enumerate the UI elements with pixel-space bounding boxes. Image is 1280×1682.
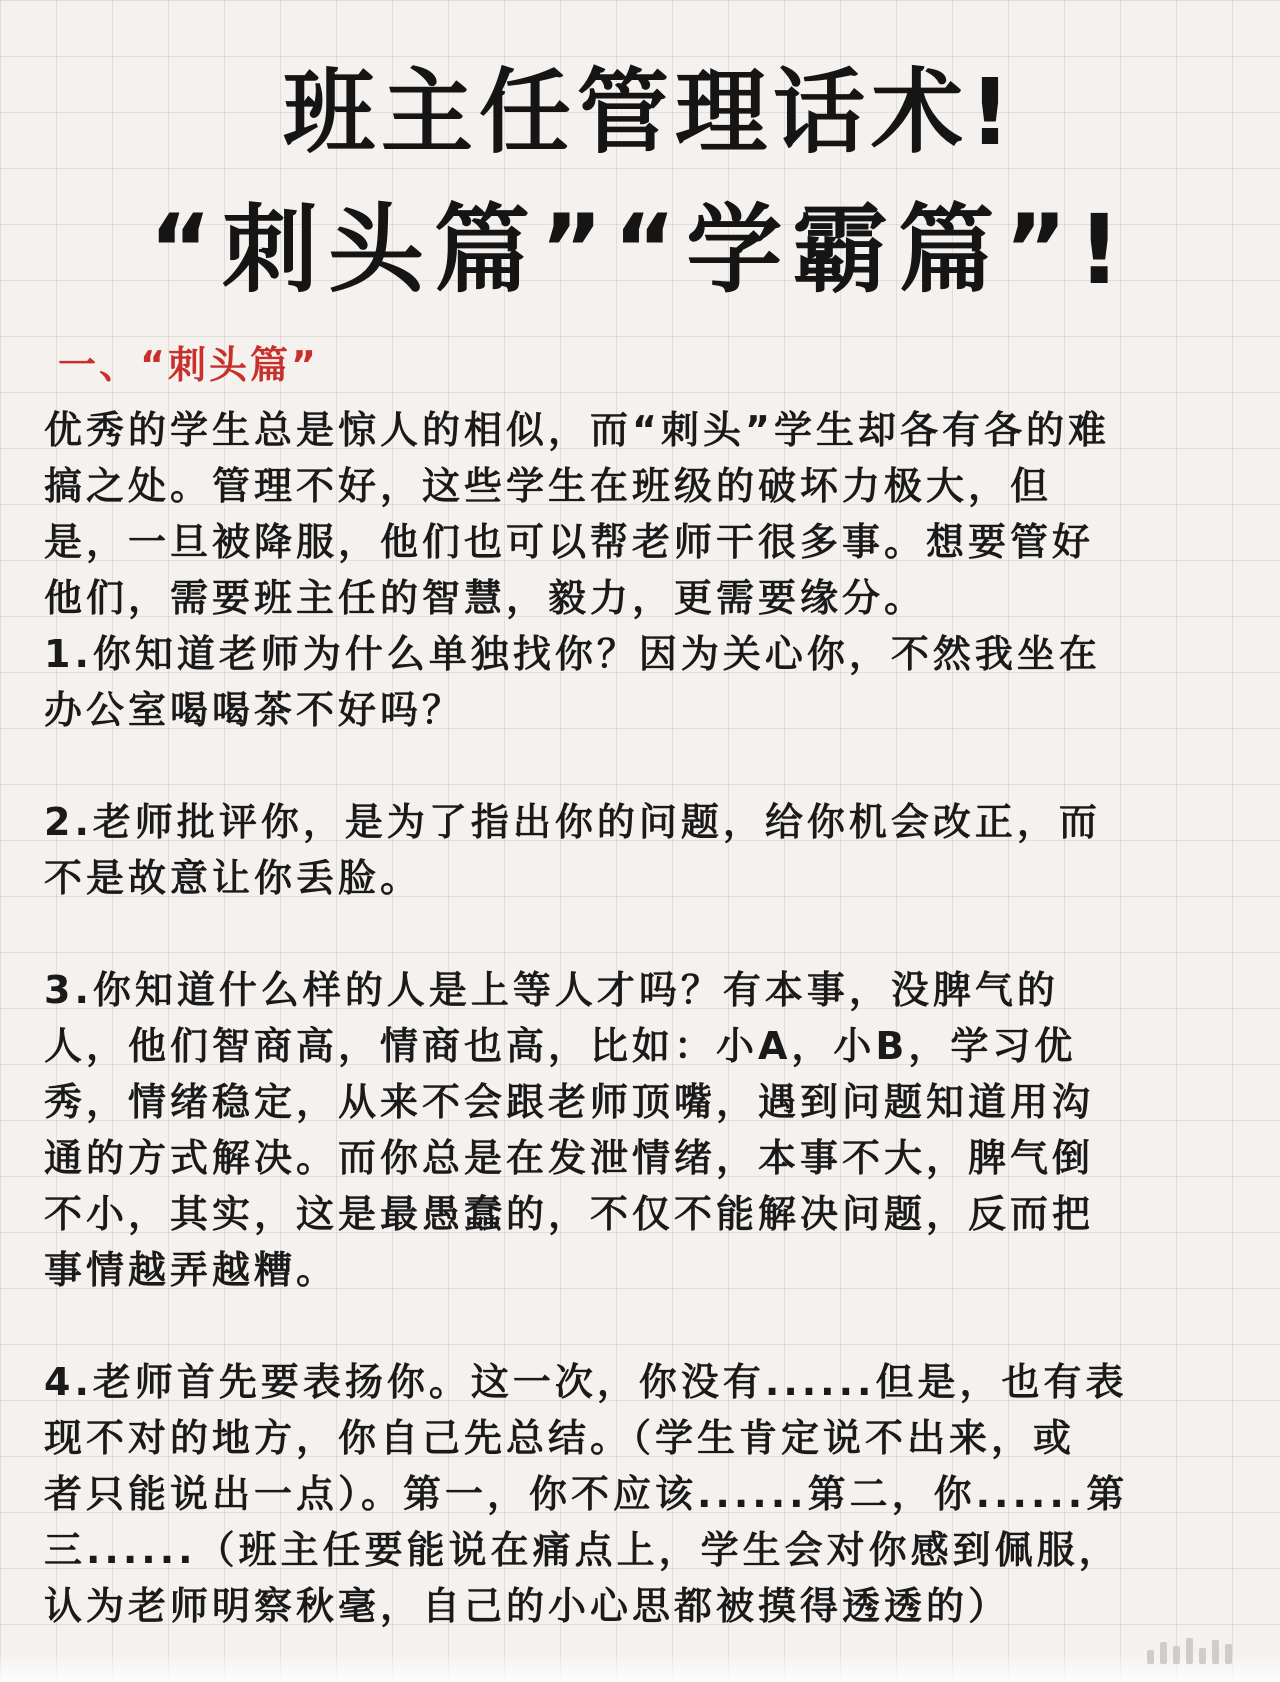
text-line: 办公室喝喝茶不好吗？ <box>44 688 465 732</box>
text-line: 搞之处。管理不好，这些学生在班级的破坏力极大，但 <box>44 464 1053 508</box>
page-title: 班主任管理话术! <box>283 59 1017 166</box>
text-line: 是，一旦被降服，他们也可以帮老师干很多事。想要管好 <box>44 520 1095 564</box>
paragraph-item-2 <box>44 794 1244 906</box>
text-line: 3.你知道什么样的人是上等人才吗？有本事，没脾气的 <box>44 968 1059 1012</box>
page-subtitle: “刺头篇”“学霸篇”! <box>148 194 1132 306</box>
text-line: 秀，情绪稳定，从来不会跟老师顶嘴，遇到问题知道用沟 <box>44 1080 1095 1124</box>
text-line: 认为老师明察秋毫，自己的小心思都被摸得透透的） <box>44 1584 1011 1628</box>
section-heading: 一、“刺头篇” <box>58 343 319 387</box>
text-line: 不小，其实，这是最愚蠢的，不仅不能解决问题，反而把 <box>44 1192 1095 1236</box>
watermark-icon <box>1147 1638 1232 1664</box>
text-line: 他们，需要班主任的智慧，毅力，更需要缘分。 <box>44 576 927 620</box>
text-line: 4.老师首先要表扬你。这一次，你没有......但是，也有表 <box>44 1360 1128 1404</box>
text-line: 人，他们智商高，情商也高，比如：小A，小B，学习优 <box>44 1024 1077 1068</box>
text-line: 优秀的学生总是惊人的相似，而“刺头”学生却各有各的难 <box>44 408 1110 452</box>
text-line: 事情越弄越糟。 <box>44 1248 339 1292</box>
paragraph-item-4 <box>44 1354 1244 1634</box>
text-line: 现不对的地方，你自己先总结。（学生肯定说不出来，或 <box>44 1416 1076 1460</box>
text-line: 1.你知道老师为什么单独找你？因为关心你，不然我坐在 <box>44 632 1101 676</box>
text-line: 三......（班主任要能说在痛点上，学生会对你感到佩服， <box>44 1528 1121 1572</box>
paragraph-intro <box>44 402 1244 738</box>
text-line: 通的方式解决。而你总是在发泄情绪，本事不大，脾气倒 <box>44 1136 1095 1180</box>
text-line: 者只能说出一点）。第一，你不应该......第二，你......第 <box>44 1472 1129 1516</box>
text-line: 不是故意让你丢脸。 <box>44 856 423 900</box>
text-line: 2.老师批评你，是为了指出你的问题，给你机会改正，而 <box>44 800 1101 844</box>
bottom-fade <box>0 1652 1280 1682</box>
paragraph-item-3 <box>44 962 1244 1298</box>
